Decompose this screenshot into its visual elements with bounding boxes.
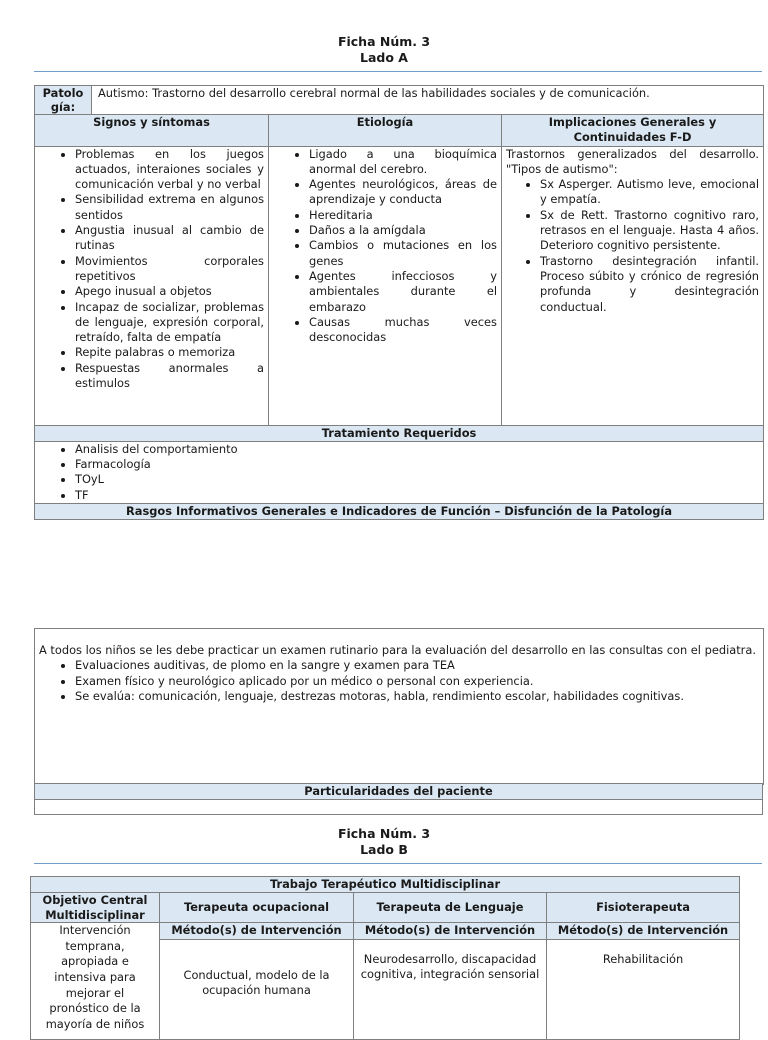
list-item: • Se evalúa: comunicación, lenguaje, destrezas motoras, habla, rendimiento escolar, habilidades cognitivas. (75, 689, 759, 704)
implicaciones-intro: Trastornos generalizados del desarrollo. "Tipos de autismo": (506, 146, 760, 176)
etiologia-cell (269, 146, 502, 425)
list-item: • Examen físico y neurológico aplicado por un médico o personal con experiencia. (75, 674, 759, 689)
tratamiento-row (35, 441, 764, 503)
rasgos-content (35, 629, 763, 704)
implicaciones-list (506, 177, 759, 315)
fisioterapeuta-header: Fisioterapeuta (547, 893, 740, 923)
trabajo-table (30, 876, 740, 1040)
list-item: • Analisis del comportamiento (75, 442, 759, 457)
list-item: • Problemas en los juegos actuados, interaiones sociales y comunicación verbal y no verbal (75, 147, 264, 193)
particularidades-header: Particularidades del paciente (35, 784, 763, 800)
rasgos-list (39, 658, 759, 704)
trabajo-header-row (31, 877, 740, 893)
tratamiento-header: Tratamiento Requeridos (35, 425, 764, 441)
list-item: • Sx de Rett. Trastorno cognitivo raro, retrasos en el lenguaje. Hasta 4 años. Deterioro cognitivo persistente. (540, 208, 759, 254)
implicaciones-cell (502, 146, 764, 425)
list-item: • Sx Asperger. Autismo leve, emocional y empatía. (540, 177, 759, 208)
particularidades-table (34, 783, 763, 815)
list-item: • Movimientos corporales repetitivos (75, 254, 264, 285)
objetivo-text: Intervención temprana, apropiada e intensiva para mejorar el pronóstico de la mayoría de niños (31, 923, 160, 1039)
tratamiento-header-row (35, 425, 764, 441)
list-item: • Respuestas anormales a estimulos (75, 361, 264, 392)
signos-cell (35, 146, 269, 425)
list-item: • Agentes infecciosos y ambientales durante el embarazo (309, 269, 497, 315)
side-a-title-block (0, 34, 768, 66)
patologia-label: Patolo gía: (35, 86, 92, 115)
side-b-subtitle: Lado B (360, 842, 408, 857)
content-row (35, 146, 764, 425)
metodo-fisioterapia: Rehabilitación (547, 939, 740, 1039)
list-item: • Cambios o mutaciones en los genes (309, 238, 497, 269)
side-b-title-block (0, 826, 768, 858)
metodo-ocupacional: Conductual, modelo de la ocupación humana (160, 939, 354, 1039)
etiologia-list (273, 147, 497, 346)
terapeuta-lenguaje-header: Terapeuta de Lenguaje (354, 893, 547, 923)
list-item: • Farmacología (75, 457, 759, 472)
implicaciones-header: Implicaciones Generales y Continuidades F-D (502, 115, 764, 147)
tratamiento-list (39, 442, 759, 503)
list-item: • Apego inusual a objetos (75, 284, 264, 299)
metodo-row (31, 923, 740, 939)
list-item: • Agentes neurológicos, áreas de aprendizaje y conducta (309, 177, 497, 208)
list-item: • Angustia inusual al cambio de rutinas (75, 223, 264, 254)
objetivo-header: Objetivo Central Multidisciplinar (31, 893, 160, 923)
patologia-text: Autismo: Trastorno del desarrollo cerebral normal de las habilidades sociales y de comunicación. (92, 86, 764, 115)
rasgos-intro: A todos los niños se les debe practicar un examen rutinario para la evaluación del desarrollo en las consultas con el pediatra. (39, 643, 756, 657)
particularidades-cell (35, 800, 763, 815)
list-item: • Sensibilidad extrema en algunos sentidos (75, 192, 264, 223)
list-item: • Incapaz de socializar, problemas de lenguaje, expresión corporal, retraído, falta de empatía (75, 300, 264, 346)
rasgos-header: Rasgos Informativos Generales e Indicadores de Función – Disfunción de la Patología (35, 504, 764, 520)
list-item: • Ligado a una bioquímica anormal del cerebro. (309, 147, 497, 178)
list-item: • Hereditaria (309, 208, 497, 223)
list-item: • Evaluaciones auditivas, de plomo en la sangre y examen para TEA (75, 658, 759, 673)
patologia-row (35, 86, 764, 115)
tratamiento-cell (35, 441, 764, 503)
list-item: • Trastorno desintegración infantil. Proceso súbito y crónico de regresión profunda y desintegración conductual. (540, 254, 759, 315)
terapeuta-header-row (31, 893, 740, 923)
rasgos-header-row (35, 504, 764, 520)
list-item: • TOyL (75, 472, 759, 487)
list-item: • Repite palabras o memoriza (75, 345, 264, 360)
patologia-table (34, 85, 764, 520)
list-item: • Daños a la amígdala (309, 223, 497, 238)
metodo-label: Método(s) de Intervención (160, 923, 354, 939)
etiologia-header: Etiología (269, 115, 502, 147)
list-item: • Causas muchas veces desconocidas (309, 315, 497, 346)
side-a-subtitle: Lado A (360, 50, 408, 65)
terapeuta-ocupacional-header: Terapeuta ocupacional (160, 893, 354, 923)
signos-header: Signos y síntomas (35, 115, 269, 147)
metodo-label: Método(s) de Intervención (354, 923, 547, 939)
side-a-divider (34, 71, 762, 72)
side-b-divider (34, 863, 762, 864)
trabajo-header: Trabajo Terapéutico Multidisciplinar (31, 877, 740, 893)
list-item: • TF (75, 488, 759, 503)
side-a-title: Ficha Núm. 3 (337, 34, 431, 49)
rasgos-box (34, 628, 764, 785)
side-b-title: Ficha Núm. 3 (337, 826, 431, 841)
signos-list (39, 147, 264, 392)
column-header-row (35, 115, 764, 147)
metodo-label: Método(s) de Intervención (547, 923, 740, 939)
metodo-lenguaje: Neurodesarrollo, discapacidad cognitiva, integración sensorial (354, 939, 547, 1039)
